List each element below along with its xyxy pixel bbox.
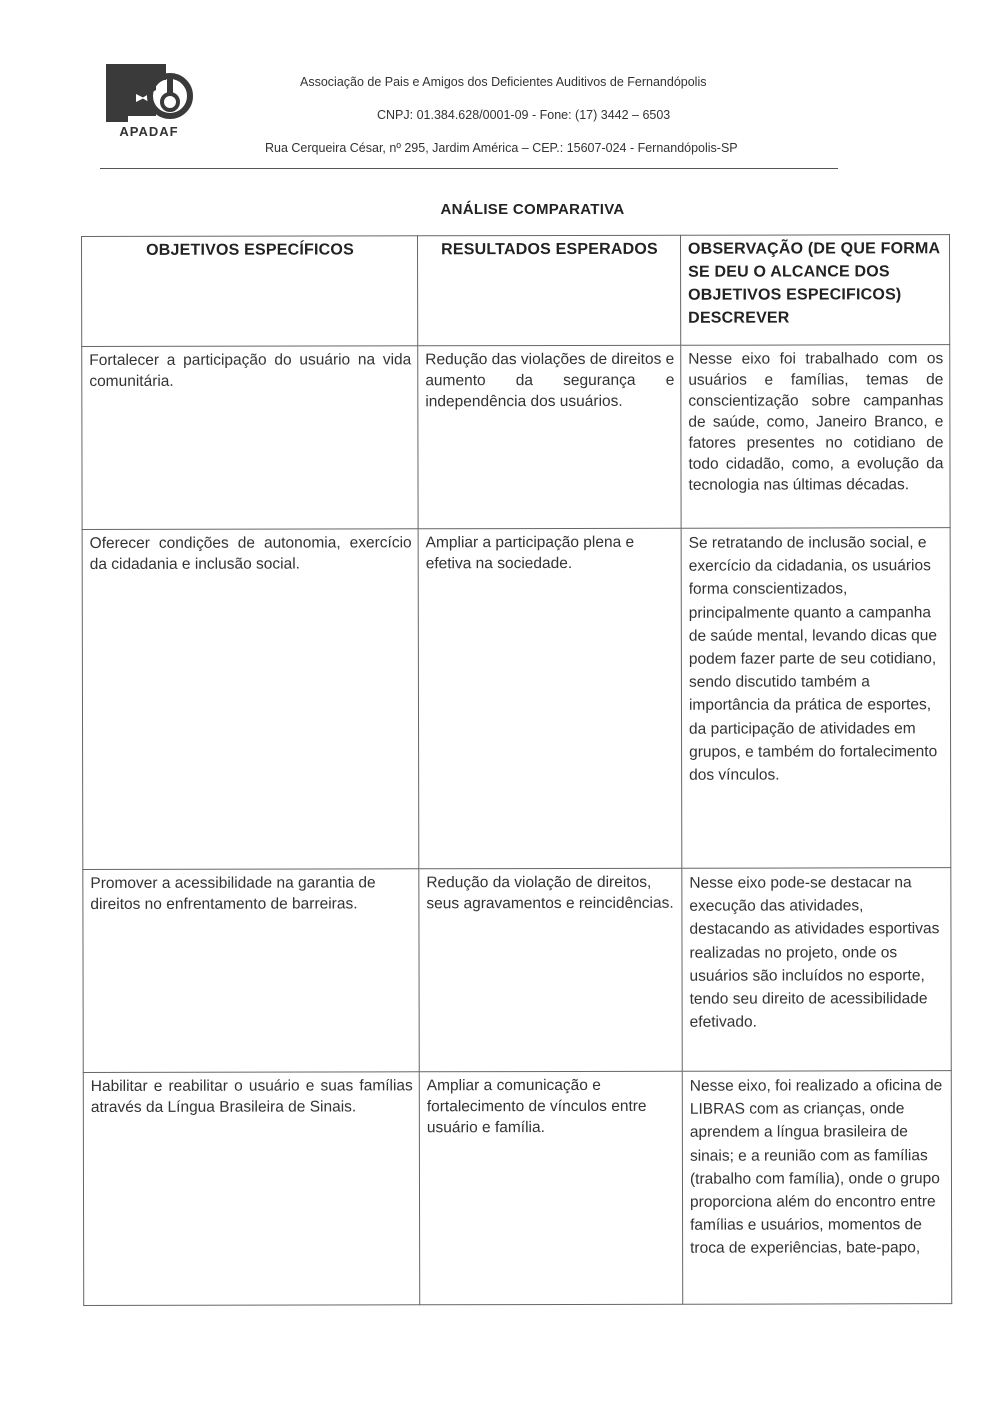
objetivo-cell: Oferecer condições de autonomia, exercício da cidadania e inclusão social. bbox=[82, 529, 419, 870]
objetivo-cell: Promover a acessibilidade na garantia de direitos no enfrentamento de barreiras. bbox=[83, 869, 419, 1073]
resultado-cell: Redução das violações de direitos e aumento da segurança e independência dos usuários. bbox=[418, 345, 681, 529]
table-row bbox=[82, 345, 950, 530]
observacao-cell: Se retratando de inclusão social, e exercício da cidadania, os usuários forma conscientizados, principalmente quanto a campanha de saúde mental, levando dicas que podem fazer parte de seu cotidiano, sendo discutido também a importância da prática de esportes, da participação de atividades em grupos, e também do fortalecimento dos vínculos. bbox=[681, 528, 951, 869]
table-row bbox=[83, 868, 951, 1073]
table-header-row bbox=[82, 235, 950, 347]
resultado-cell: Ampliar a participação plena e efetiva na sociedade. bbox=[418, 528, 682, 869]
observacao-cell: Nesse eixo pode-se destacar na execução das atividades, destacando as atividades esportivas realizadas no projeto, onde os usuários são incluídos no esporte, tendo seu direito de acessibilidade efetivado. bbox=[682, 868, 951, 1072]
org-name: Associação de Pais e Amigos dos Deficientes Auditivos de Fernandópolis bbox=[300, 75, 707, 89]
observacao-cell: Nesse eixo, foi realizado a oficina de LIBRAS com as crianças, onde aprendem a língua brasileira de sinais; e a reunião com as famílias (trabalho com família), onde o grupo proporciona além do encontro entre famílias e usuários, momentos de troca de experiências, bate-papo, bbox=[682, 1071, 951, 1305]
observacao-cell: Nesse eixo foi trabalhado com os usuários e famílias, temas de conscientização sobre campanhas de saúde, como, Janeiro Branco, e fatores presentes no cotidiano de todo cidadão, como, a evolução da tecnologia nas últimas décadas. bbox=[681, 345, 950, 529]
header-observacao: OBSERVAÇÃO (DE QUE FORMA SE DEU O ALCANCE DOS OBJETIVOS ESPECIFICOS) DESCREVER bbox=[680, 235, 949, 346]
table-row bbox=[83, 1071, 951, 1306]
header-objetivos: OBJETIVOS ESPECÍFICOS bbox=[82, 236, 418, 347]
logo-text: APADAF bbox=[119, 124, 179, 139]
resultado-cell: Ampliar a comunicação e fortalecimento de vínculos entre usuário e família. bbox=[419, 1071, 682, 1305]
header-resultados: RESULTADOS ESPERADOS bbox=[418, 235, 681, 346]
resultado-cell: Redução da violação de direitos, seus agravamentos e reincidências. bbox=[419, 868, 682, 1072]
comparative-analysis-table bbox=[81, 234, 952, 1306]
address-line: Rua Cerqueira César, nº 295, Jardim América – CEP.: 15607-024 - Fernandópolis-SP bbox=[265, 141, 738, 155]
objetivo-cell: Fortalecer a participação do usuário na vida comunitária. bbox=[82, 346, 418, 530]
table-row bbox=[82, 528, 951, 870]
header-divider bbox=[100, 168, 838, 169]
objetivo-cell: Habilitar e reabilitar o usuário e suas famílias através da Língua Brasileira de Sinais. bbox=[83, 1072, 419, 1306]
cnpj-phone-line: CNPJ: 01.384.628/0001-09 - Fone: (17) 3442 – 6503 bbox=[377, 108, 671, 122]
document-title: ANÁLISE COMPARATIVA bbox=[440, 201, 625, 218]
